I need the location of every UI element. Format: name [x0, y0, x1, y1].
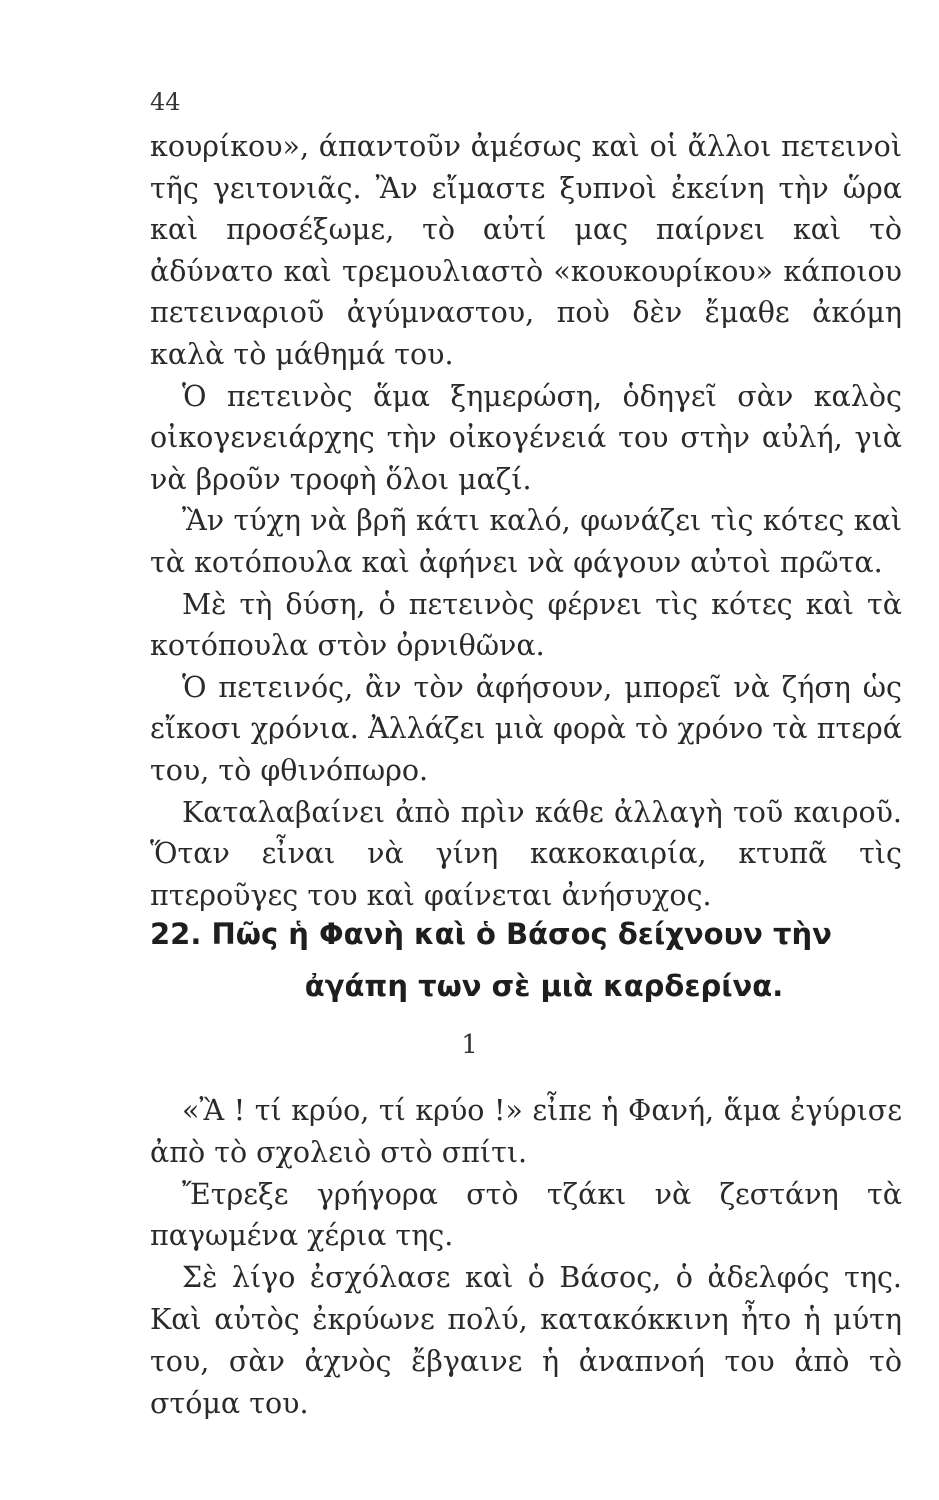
chapter-title-line-2: ἀγάπη των σὲ μιὰ καρδερίνα. — [304, 969, 784, 1003]
paragraph: Μὲ τὴ δύση, ὁ πετεινὸς φέρνει τὶς κότες καὶ τὰ κοτόπουλα στὸν ὀρνιθῶνα. — [150, 587, 902, 663]
chapter-title-line-1 — [150, 908, 910, 960]
paragraph: Ἂν τύχη νὰ βρῆ κάτι καλό, φωνάζει τὶς κότες καὶ τὰ κοτόπουλα καὶ ἀφήνει νὰ φάγουν αὐτοὶ πρῶτα. — [150, 504, 902, 579]
chapter-heading — [150, 908, 910, 1012]
paragraph: Σὲ λίγο ἐσχόλασε καὶ ὁ Βάσος, ὁ ἀδελφός της. Καὶ αὐτὸς ἐκρύωνε πολύ, κατακόκκινη ἦτο ἡ μύτη του, σὰν ἀχνὸς ἔβγαινε ἡ ἀναπνοή του ἀπὸ τὸ στόμα του. — [150, 1261, 902, 1420]
paragraph: Καταλαβαίνει ἀπὸ πρὶν κάθε ἀλλαγὴ τοῦ καιροῦ. Ὅταν εἶναι νὰ γίνη κακοκαιρία, κτυπᾶ τὶς πτεροῦγες του καὶ φαίνεται ἀνήσυχος. — [150, 795, 902, 912]
paragraph: «Ἂ ! τί κρύο, τί κρύο !» εἶπε ἡ Φανή, ἅμα ἐγύρισε ἀπὸ τὸ σχολειὸ στὸ σπίτι. — [150, 1094, 902, 1169]
chapter-number: 22. — [150, 917, 202, 951]
paragraph: κουρίκου», άπαντοῦν ἀμέσως καὶ οἱ ἄλλοι πετεινοὶ τῆς γειτονιᾶς. Ἂν εἴμαστε ξυπνοὶ ἐκείνη τὴν ὥρα καὶ προσέξωμε, τὸ αὐτί μας παίρνει καὶ τὸ ἀδύνατο καὶ τρεμουλιαστὸ «κουκουρίκου» κάποιου πετειναριοῦ ἀγύμναστου, ποὺ δὲν ἔμαθε ἀκόμη καλὰ τὸ μάθημά του. — [150, 130, 902, 371]
paragraph: Ὁ πετεινὸς ἅμα ξημερώση, ὁδηγεῖ σὰν καλὸς οἰκογενειάρχης τὴν οἰκογένειά του στὴν αὐλή, γιὰ νὰ βροῦν τροφὴ ὅλοι μαζί. — [150, 379, 902, 496]
body-text-top — [150, 126, 902, 916]
paragraph: Ἔτρεξε γρήγορα στὸ τζάκι νὰ ζεστάνη τὰ παγωμένα χέρια της. — [150, 1177, 902, 1253]
paragraph: Ὁ πετεινός, ἂν τὸν ἀφήσουν, μπορεῖ νὰ ζήση ὡς εἴκοσι χρόνια. Ἀλλάζει μιὰ φορὰ τὸ χρόνο τὰ πτερά του, τὸ φθινόπωρο. — [150, 670, 902, 787]
chapter-title-text: Πῶς ἡ Φανὴ καὶ ὁ Βάσος δείχνουν τὴν — [211, 917, 832, 951]
page-number: 44 — [150, 88, 181, 116]
section-number: 1 — [461, 1030, 478, 1060]
body-text-bottom — [150, 1090, 902, 1424]
